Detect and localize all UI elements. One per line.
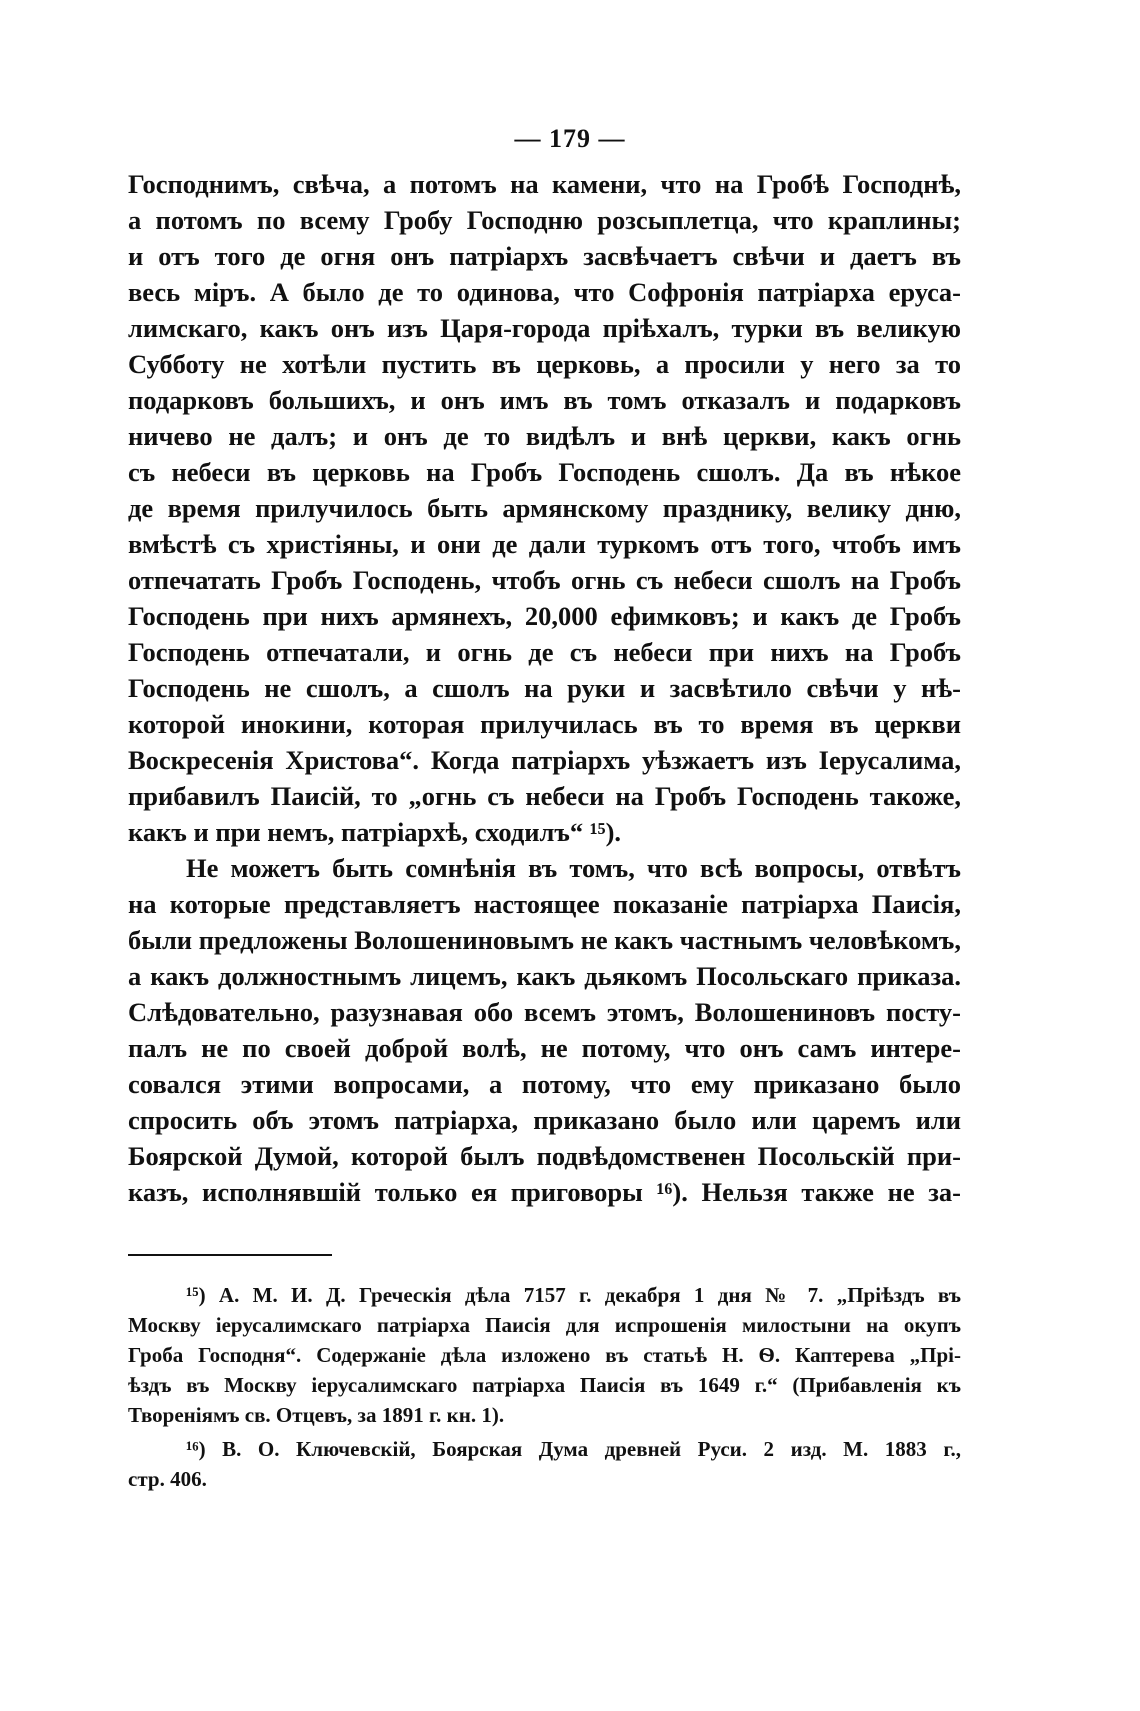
text-line: Слѣдовательно, разузнавая обо всемъ этомъ, Волошениновъ посту- <box>128 997 961 1027</box>
text-line: которой инокини, которая прилучилась въ то время въ церкви <box>128 709 961 739</box>
footnote-line: ¹⁵) А. М. И. Д. Греческія дѣла 7157 г. декабря 1 дня № 7. „Пріѣздъ въ <box>186 1283 961 1307</box>
text-line: весь міръ. А было де то одинова, что Софронія патріарха ерусa- <box>128 277 961 307</box>
page-number: — 179 — <box>514 124 626 153</box>
text-line: были предложены Волошениновымъ не какъ частнымъ человѣкомъ, <box>128 925 961 955</box>
text-line: вмѣстѣ съ христіяны, и они де дали туркомъ отъ того, чтобъ имъ <box>128 529 961 559</box>
footnote-line: Твореніямъ св. Отцевъ, за 1891 г. кн. 1). <box>128 1403 505 1427</box>
text-line: казъ, исполнявшій только ея приговоры ¹⁶). Нельзя также не за- <box>128 1177 961 1207</box>
footnote-separator <box>128 1254 332 1256</box>
footnote-line: Гроба Господня“. Содержаніе дѣла изложено въ статьѣ Н. Ѳ. Каптерева „Прі- <box>128 1343 961 1367</box>
text-line: а какъ должностнымъ лицемъ, какъ дьякомъ Посольскаго приказа. <box>128 961 961 991</box>
text-line: совался этими вопросами, а потому, что ему приказано было <box>128 1069 961 1099</box>
text-line: подарковъ большихъ, и онъ имъ въ томъ отказалъ и подарковъ <box>128 385 961 415</box>
text-line: прибавилъ Паисій, то „огнь съ небеси на Гробъ Господень такоже, <box>128 781 961 811</box>
text-line: какъ и при немъ, патріархѣ, сходилъ“ ¹⁵). <box>128 817 622 847</box>
footnote-line: стр. 406. <box>128 1467 207 1491</box>
footnote-line: Москву іерусалимскаго патріарха Паисія для испрошенія милостыни на окупъ <box>128 1313 961 1337</box>
text-line: Господнимъ, свѣча, а потомъ на камени, что на Гробѣ Господнѣ, <box>128 169 961 199</box>
text-line: а потомъ по всему Гробу Господню розсыплетца, что краплины; <box>128 205 961 235</box>
text-line: ничево не далъ; и онъ де то видѣлъ и внѣ церкви, какъ огнь <box>128 421 961 451</box>
text-line: съ небеси въ церковь на Гробъ Господень сшолъ. Да въ нѣкое <box>128 457 961 487</box>
footnote-line: ѣздъ въ Москву іерусалимскаго патріарха Паисія въ 1649 г.“ (Прибавленія къ <box>128 1373 961 1397</box>
text-line: на которые представляетъ настоящее показаніе патріарха Паисія, <box>128 889 961 919</box>
text-line: спросить объ этомъ патріарха, приказано было или царемъ или <box>128 1105 961 1135</box>
text-line: Господень отпечатали, и огнь де съ небеси при нихъ на Гробъ <box>128 637 961 667</box>
text-line: лимскаго, какъ онъ изъ Царя-города пріѣхалъ, турки въ великую <box>128 313 961 343</box>
text-line: де время прилучилось быть армянскому празднику, велику дню, <box>128 493 961 523</box>
text-line: Господень при нихъ армянехъ, 20,000 ефимковъ; и какъ де Гробъ <box>128 601 961 631</box>
text-line: Не можетъ быть сомнѣнія въ томъ, что всѣ вопросы, отвѣтъ <box>186 853 961 883</box>
text-line: Господень не сшолъ, а сшолъ на руки и засвѣтило свѣчи у нѣ- <box>128 673 961 703</box>
text-line: палъ не по своей доброй волѣ, не потому, что онъ самъ интере- <box>128 1033 961 1063</box>
text-line: и отъ того де огня онъ патріархъ засвѣчаетъ свѣчи и даетъ въ <box>128 241 961 271</box>
text-line: отпечатать Гробъ Господень, чтобъ огнь съ небеси сшолъ на Гробъ <box>128 565 961 595</box>
footnote-line: ¹⁶) В. О. Ключевскій, Боярская Дума древней Руси. 2 изд. М. 1883 г., <box>186 1437 961 1461</box>
text-line: Субботу не хотѣли пустить въ церковь, а просили у него за то <box>128 349 961 379</box>
text-line: Воскресенія Христова“. Когда патріархъ уѣзжаетъ изъ Іерусалима, <box>128 745 961 775</box>
text-line: Боярской Думой, которой былъ подвѣдомственен Посольскій при- <box>128 1141 961 1171</box>
